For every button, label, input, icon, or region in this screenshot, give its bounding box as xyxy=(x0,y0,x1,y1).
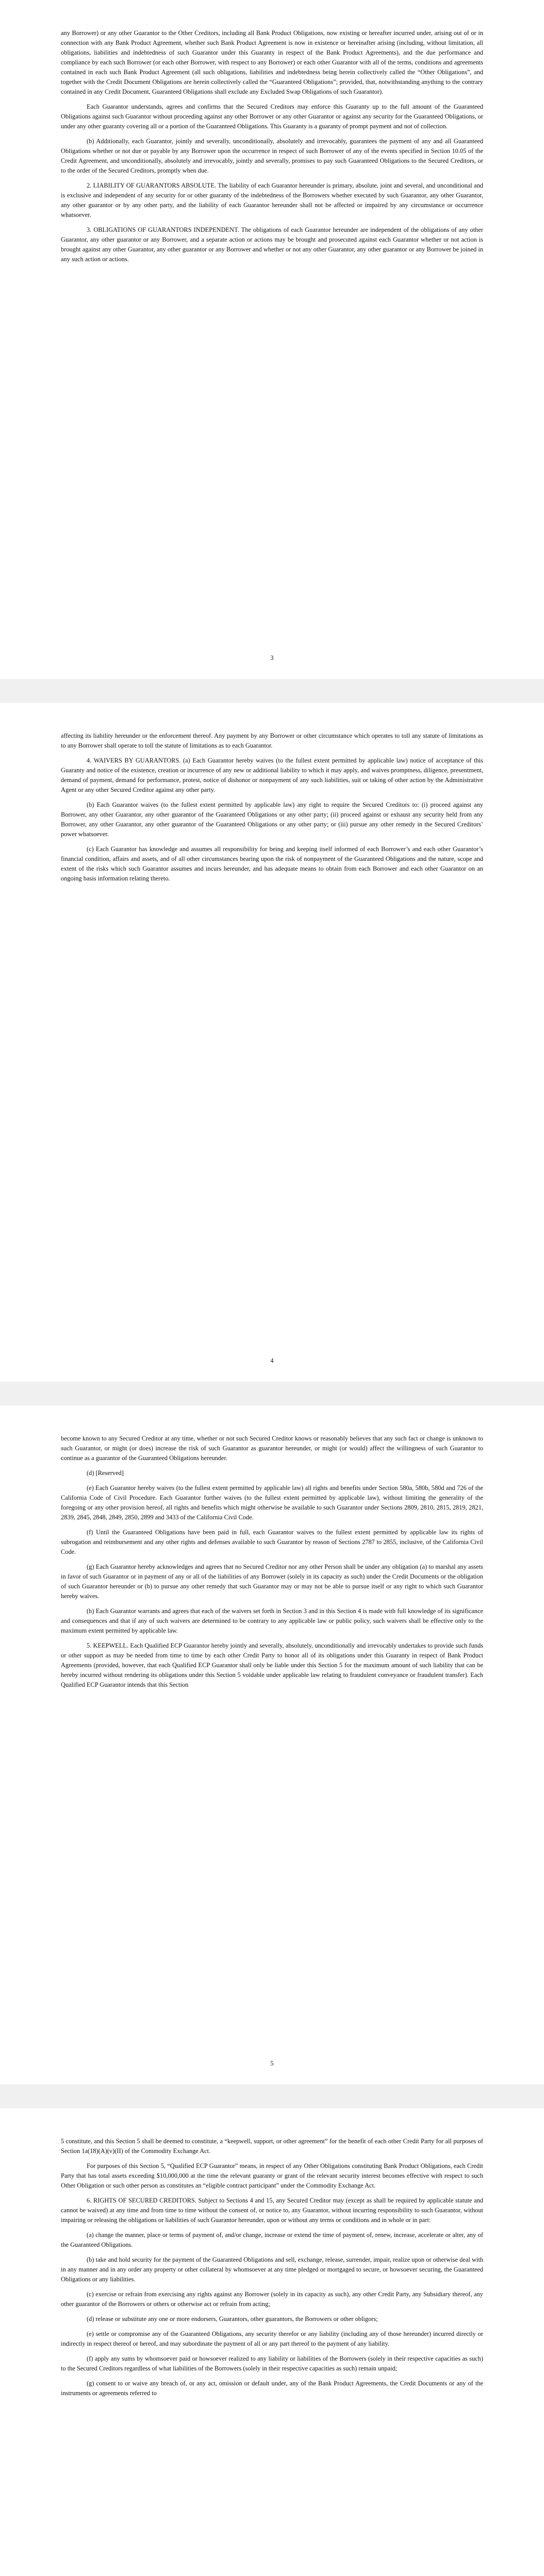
page-separator xyxy=(0,1382,544,1405)
paragraph: (d) release or substitute any one or more endorsers, Guarantors, other guarantors, the Borrowers or other obligors; xyxy=(87,2315,378,2323)
paragraph: (d) [Reserved] xyxy=(87,1469,124,1477)
paragraph: (b) Each Guarantor waives (to the fullest extent permitted by applicable law) any right to require the Secured Creditors to: (i) proceed against any Borrower, any other Guarantor, any other guarantor of the Guaranteed Obligations or any other party; (ii) proceed against or exhaust any security held from any Borrower, any other Guarantor, any other guarantor of the Guaranteed Obligations or any other party; or (iii) pursue any other remedy in the Secured Creditors’ power whatsoever. xyxy=(61,801,483,838)
paragraph: Each Guarantor understands, agrees and confirms that the Secured Creditors may enforce this Guaranty up to the full amount of the Guaranteed Obligations against such Guarantor without proceeding against any other Borrower or any other Guarantor or against any security for the Guaranteed Obligations, or under any other guaranty covering all or a portion of the Guaranteed Obligations. This Guaranty is a guaranty of prompt payment and not of collection. xyxy=(61,103,483,130)
paragraph: become known to any Secured Creditor at any time, whether or not such Secured Creditor knows or reasonably believes that any such fact or change is unknown to such Guarantor, or might (or does) increase the risk of such Guarantor as guarantor hereunder, or might (or would) affect the willingness of such Guarantor to continue as a guarantor of the Guaranteed Obligations hereunder. xyxy=(61,1435,483,1462)
page xyxy=(0,1405,544,2084)
page-number: 3 xyxy=(270,654,274,662)
section-6-rights: 6. RIGHTS OF SECURED CREDITORS. Subject to Sections 4 and 15, any Secured Creditor may (except as shall be required by applicable statute and cannot be waived) at any time and from time to time without the consent of, or notice to, any Guarantor, without incurring responsibility to such Guarantor, without impairing or releasing the obligations or liabilities of such Guarantor hereunder, upon or without any terms or conditions and in whole or in part: xyxy=(61,2197,483,2224)
paragraph: (g) Each Guarantor hereby acknowledges and agrees that no Secured Creditor nor any other Person shall be under any obligation (a) to marshal any assets in favor of such Guarantor or in payment of any or all of the liabilities of any Borrower (solely in its capacity as such) under the Credit Documents or the obligation of such Guarantor hereunder or (b) to pursue any other remedy that such Guarantor may or may not be able to pursue itself or any right to which such Guarantor hereby waives. xyxy=(61,1563,483,1600)
paragraph: (e) settle or compromise any of the Guaranteed Obligations, any security therefor or any liability (including any of those hereunder) incurred directly or indirectly in respect thereof or hereof, and may subordinate the payment of all or any part thereof to the payment of any liability. xyxy=(61,2330,483,2347)
paragraph: (f) apply any sums by whomsoever paid or howsoever realized to any liability or liabilities of the Borrowers (solely in their respective capacities as such) to the Secured Creditors regardless of what liabilities of the Borrowers (solely in their respective capacities as such) remain unpaid; xyxy=(61,2355,483,2372)
page-separator xyxy=(0,2084,544,2108)
paragraph: any Borrower) or any other Guarantor to the Other Creditors, including all Bank Product Obligations, now existing or hereafter incurred under, arising out of or in connection with any Bank Product Agreement, whether such Bank Product Agreement is now in existence or hereinafter arising (including, without limitation, all obligations, liabilities and indebtedness of such Guarantor under this Guaranty in respect of the Bank Product Agreements), and the due performance and compliance by each such Borrower (or each other Borrower, with respect to any Borrower) or each other Guarantor with all of the terms, conditions and agreements contained in each such Bank Product Agreement (all such obligations, liabilities and indebtedness being herein collectively called the “Other Obligations”, and together with the Credit Document Obligations are herein collectively called the “Guaranteed Obligations”; provided, that, notwithstanding anything to the contrary contained in any Credit Document, Guaranteed Obligations shall exclude any Excluded Swap Obligations of such Guarantor). xyxy=(61,29,483,95)
paragraph: affecting its liability hereunder or the enforcement thereof. Any payment by any Borrower or other circumstance which operates to toll any statute of limitations as to any Borrower shall operate to toll the statute of limitations as to each Guarantor. xyxy=(61,732,483,749)
paragraph: (g) consent to or waive any breach of, or any act, omission or default under, any of the Bank Product Agreements, the Credit Documents or any of the instruments or agreements referred to xyxy=(61,2380,483,2397)
page xyxy=(0,0,544,679)
paragraph: (a) change the manner, place or terms of payment of, and/or change, increase or extend the time of payment of, renew, increase, accelerate or alter, any of the Guaranteed Obligations. xyxy=(61,2231,483,2248)
page-number: 4 xyxy=(270,1357,274,1364)
paragraph: (b) take and hold security for the payment of the Guaranteed Obligations and sell, exchange, release, surrender, impair, realize upon or otherwise deal with in any manner and in any order any property or other collateral by whomsoever at any time pledged or mortgaged to secure, or howsoever securing, the Guaranteed Obligations or any liabilities. xyxy=(61,2256,483,2283)
section-4-waivers: 4. WAIVERS BY GUARANTORS. (a) Each Guarantor hereby waives (to the fullest extent permitted by applicable law) notice of acceptance of this Guaranty and notice of the existence, creation or incurrence of any new or additional liability to which it may apply, and waives promptness, diligence, presentment, demand of payment, demand for performance, protest, notice of dishonor or nonpayment of any such liabilities, suit or taking of other action by the Administrative Agent or any other Secured Creditor against any other party. xyxy=(61,757,483,793)
paragraph: For purposes of this Section 5, “Qualified ECP Guarantor” means, in respect of any Other Obligations constituting Bank Product Obligations, each Credit Party that has total assets exceeding $10,000,000 at the time the relevant guaranty or grant of the relevant security interest becomes effective with respect to such Other Obligation or such other person as constitutes an “eligible contract participant” under the Commodity Exchange Act. xyxy=(61,2162,483,2189)
paragraph: (c) exercise or refrain from exercising any rights against any Borrower (solely in its capacity as such), any other Credit Party, any Subsidiary thereof, any other guarantor of the Borrowers or others or otherwise act or refrain from acting; xyxy=(61,2291,483,2308)
paragraph: (c) Each Guarantor has knowledge and assumes all responsibility for being and keeping itself informed of each Borrower’s and each other Guarantor’s financial condition, affairs and assets, and of all other circumstances bearing upon the risk of nonpayment of the Guaranteed Obligations and the nature, scope and extent of the risks which such Guarantor assumes and incurs hereunder, and has adequate means to obtain from each Borrower and each other Guarantor on an ongoing basis information relating thereto. xyxy=(61,845,483,882)
paragraph: (e) Each Guarantor hereby waives (to the fullest extent permitted by applicable law) all rights and benefits under Section 580a, 580b, 580d and 726 of the California Code of Civil Procedure. Each Guarantor further waives (to the fullest extent permitted by applicable law), without limiting the generality of the foregoing or any other provision hereof, all rights and benefits which might otherwise be available to such Guarantor under Sections 2809, 2810, 2815, 2819, 2821, 2839, 2845, 2848, 2849, 2850, 2899 and 3433 of the California Civil Code. xyxy=(61,1484,483,1521)
paragraph: (b) Additionally, each Guarantor, jointly and severally, unconditionally, absolutely and irrevocably, guarantees the payment of any and all Guaranteed Obligations whether or not due or payable by any Borrower upon the occurrence in respect of such Borrower of any of the events specified in Section 10.05 of the Credit Agreement, and unconditionally, absolutely and irrevocably, jointly and severally, promises to pay such Guaranteed Obligations to the Secured Creditors, or to the order of the Secured Creditors, promptly when due. xyxy=(61,138,483,174)
page xyxy=(0,2108,544,2576)
paragraph: (f) Until the Guaranteed Obligations have been paid in full, each Guarantor waives to the fullest extent permitted by applicable law its rights of subrogation and reimbursement and any other rights and defenses available to such Guarantor by reason of Sections 2787 to 2855, inclusive, of the California Civil Code. xyxy=(61,1529,483,1555)
page-separator xyxy=(0,679,544,703)
paragraph: 5 constitute, and this Section 5 shall be deemed to constitute, a “keepwell, support, or other agreement” for the benefit of each other Credit Party for all purposes of Section 1a(18)(A)(v)(II) of the Commodity Exchange Act. xyxy=(61,2138,483,2155)
page-number: 5 xyxy=(270,2060,274,2067)
section-5-keepwell: 5. KEEPWELL. Each Qualified ECP Guarantor hereby jointly and severally, absolutely, unconditionally and irrevocably undertakes to provide such funds or other support as may be needed from time to time by each other Credit Party to honor all of its obligations under this Guaranty in respect of Bank Product Agreements (provided, however, that each Qualified ECP Guarantor shall only be liable under this Section 5 for the maximum amount of such liability that can be hereby incurred without rendering its obligations under this Section 5 voidable under applicable law relating to fraudulent conveyance or fraudulent transfer). Each Qualified ECP Guarantor intends that this Section xyxy=(61,1642,483,1688)
section-2-liability: 2. LIABILITY OF GUARANTORS ABSOLUTE. The liability of each Guarantor hereunder is primary, absolute, joint and several, and unconditional and is exclusive and independent of any security for or other guaranty of the indebtedness of the Borrowers whether executed by such Guarantor, any other Guarantor, any other guarantor or by any other party, and the liability of each Guarantor hereunder shall not be affected or impaired by any circumstance or occurrence whatsoever. xyxy=(61,182,483,218)
paragraph: (h) Each Guarantor warrants and agrees that each of the waivers set forth in Section 3 and in this Section 4 is made with full knowledge of its significance and consequences and that if any of such waivers are determined to be contrary to any applicable law or public policy, such waivers shall be effective only to the maximum extent permitted by applicable law. xyxy=(61,1607,483,1634)
section-3-obligations: 3. OBLIGATIONS OF GUARANTORS INDEPENDENT. The obligations of each Guarantor hereunder are independent of the obligations of any other Guarantor, any other guarantor or any Borrower, and a separate action or actions may be brought and prosecuted against each Guarantor whether or not action is brought against any other Guarantor, any other guarantor or any Borrower and whether or not any other Guarantor, any other guarantor or any Borrower be joined in any such action or actions. xyxy=(61,226,483,263)
page xyxy=(0,703,544,1382)
